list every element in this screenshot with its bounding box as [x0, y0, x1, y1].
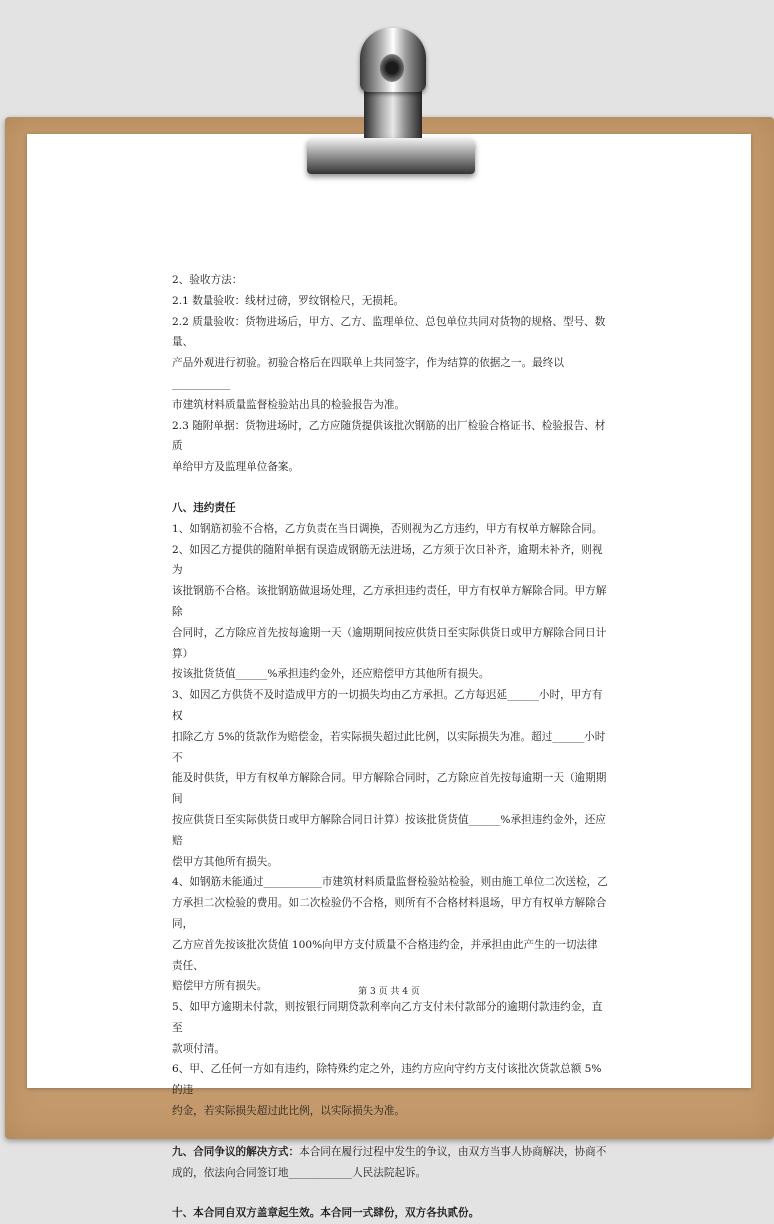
section-10: 十、本合同自双方盖章起生效。本合同一式肆份，双方各执贰份。: [172, 1207, 480, 1220]
s7-line: 2.2 质量验收：货物进场后，甲方、乙方、监理单位、总包单位共同对货物的规格、型号、数量、: [172, 315, 606, 349]
s8-line: 5、如甲方逾期未付款，则按银行同期贷款利率向乙方支付未付款部分的逾期付款违约金，直至: [172, 1001, 603, 1034]
section-9: [172, 1142, 608, 1163]
s8-line: 方承担二次检验的费用。如二次检验仍不合格，则所有不合格材料退场，甲方有权单方解除合同，: [172, 897, 607, 930]
clip-neck: [364, 90, 422, 140]
s8-line: 款项付清。: [172, 1042, 225, 1055]
s7-line: 2、验收方法：: [172, 274, 243, 286]
s8-line: 6、甲、乙任何一方如有违约，除特殊约定之外，违约方应向守约方支付该批次货款总额 5%的违: [172, 1063, 602, 1097]
section-9-text: 本合同在履行过程中发生的争议，由双方当事人协商解决，协商不: [299, 1145, 607, 1158]
page-number: 第 3 页 共 4 页: [358, 987, 420, 997]
section-9-title: 九、合同争议的解决方式：: [172, 1145, 300, 1158]
s8-line: 乙方应首先按该批次货值 100%向甲方支付质量不合格违约金，并承担由此产生的一切法律责任、: [172, 938, 598, 972]
s7-line: 2.3 随附单据：货物进场时，乙方应随货提供该批次钢筋的出厂检验合格证书、检验报告、材质: [172, 419, 606, 453]
s8-line: 3、如因乙方供货不及时造成甲方的一切损失均由乙方承担。乙方每迟延______小时，甲方有权: [172, 689, 603, 722]
s7-line: 单给甲方及监理单位备案。: [172, 461, 300, 474]
section-9-line: 成的，依法向合同签订地____________人民法院起诉。: [172, 1166, 427, 1179]
s8-line: 约金，若实际损失超过此比例，以实际损失为准。: [172, 1105, 406, 1118]
s7-line: 产品外观进行初验。初验合格后在四联单上共同签字，作为结算的依据之一。最终以___________: [172, 357, 564, 390]
s7-line: 市建筑材料质量监督检验站出具的检验报告为准。: [172, 398, 406, 411]
s8-line: 按该批货货值______%承担违约金外，还应赔偿甲方其他所有损失。: [172, 668, 490, 681]
s8-line: 合同时，乙方除应首先按每逾期一天（逾期期间按应供货日至实际供货日或甲方解除合同日计算）: [172, 626, 607, 660]
s8-line: 扣除乙方 5%的货款作为赔偿金，若实际损失超过此比例，以实际损失为准。超过______小时不: [172, 730, 606, 764]
document-body: [172, 270, 608, 1224]
s7-line: 2.1 数量验收：线材过磅，罗纹钢检尺，无损耗。: [172, 294, 405, 307]
section-8-title: 八、违约责任: [172, 501, 236, 514]
s8-line: 该批钢筋不合格。该批钢筋做退场处理，乙方承担违约责任，甲方有权单方解除合同。甲方解除: [172, 585, 607, 618]
s8-line: 偿甲方其他所有损失。: [172, 855, 278, 868]
s8-line: 1、如钢筋初验不合格，乙方负责在当日调换，否则视为乙方违约，甲方有权单方解除合同。: [172, 522, 603, 535]
s8-line: 按应供货日至实际供货日或甲方解除合同日计算）按该批货货值______%承担违约金外，还应赔: [172, 813, 606, 847]
clip-hole: [380, 54, 404, 82]
s8-line: 4、如钢筋未能通过___________市建筑材料质量监督检验站检验，则由施工单位二次送检，乙: [172, 876, 608, 889]
s8-line: 能及时供货，甲方有权单方解除合同。甲方解除合同时，乙方除应首先按每逾期一天（逾期期间: [172, 772, 607, 806]
clip-bar: [307, 138, 475, 174]
s8-line: 2、如因乙方提供的随附单据有误造成钢筋无法进场，乙方须于次日补齐，逾期未补齐，则视为: [172, 543, 603, 577]
s8-line: 赔偿甲方所有损失。: [172, 980, 268, 993]
